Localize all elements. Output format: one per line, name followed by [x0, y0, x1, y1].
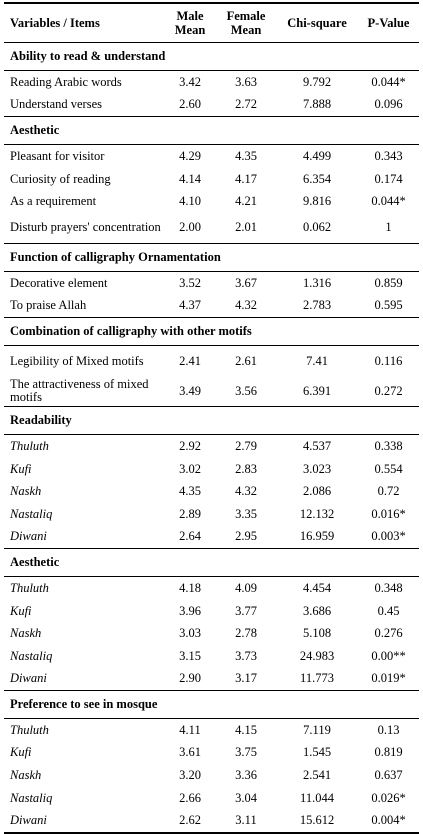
table-row — [4, 435, 419, 458]
item-label: Decorative element — [10, 275, 108, 290]
p-value-cell: 0.004* — [358, 809, 419, 833]
female-mean-cell: 4.09 — [235, 580, 257, 595]
male-mean-cell: 4.29 — [179, 148, 201, 163]
chi-square-cell: 9.816 — [302, 194, 332, 209]
section-row — [4, 117, 419, 145]
male-mean-cell: 2.60 — [179, 97, 201, 112]
header-female-mean: Female Mean — [216, 3, 276, 43]
male-mean-cell: 2.66 — [179, 790, 201, 805]
section-title: Readability — [4, 407, 419, 435]
item-label: The attractiveness of mixed motifs — [10, 377, 149, 405]
table-body — [4, 43, 419, 834]
male-mean-cell: 2.41 — [179, 353, 201, 368]
item-label: Diwani — [10, 671, 47, 686]
p-value-cell: 0.595 — [374, 298, 403, 313]
table-row — [4, 645, 419, 668]
section-row — [4, 407, 419, 435]
table-row — [4, 190, 419, 213]
p-value-cell: 0.096 — [374, 97, 403, 112]
table-row — [4, 600, 419, 623]
chi-square-cell: 4.537 — [302, 438, 332, 453]
table-row — [4, 376, 419, 407]
section-row — [4, 318, 419, 346]
female-mean-cell: 3.75 — [235, 745, 257, 760]
item-label: As a requirement — [10, 194, 97, 209]
chi-square-cell: 12.132 — [299, 506, 335, 521]
chi-square-cell: 1.545 — [302, 745, 332, 760]
male-mean-cell: 4.10 — [179, 194, 201, 209]
male-mean-cell: 4.14 — [179, 171, 201, 186]
section-title: Function of calligraphy Ornamentation — [4, 243, 419, 271]
male-mean-cell: 3.96 — [179, 603, 201, 618]
section-row — [4, 549, 419, 577]
header-row — [4, 3, 419, 43]
male-mean-cell: 2.92 — [179, 438, 201, 453]
p-value-cell: 0.819 — [374, 745, 403, 760]
table-row — [4, 719, 419, 742]
table-row — [4, 71, 419, 94]
chi-square-cell: 11.773 — [300, 671, 334, 686]
header-male-mean: Male Mean — [164, 3, 216, 43]
table-row — [4, 742, 419, 765]
chi-square-cell: 9.792 — [302, 74, 332, 89]
female-mean-cell: 2.61 — [235, 353, 257, 368]
chi-square-cell: 2.086 — [302, 484, 332, 499]
item-label: Legibility of Mixed motifs — [10, 353, 144, 368]
p-value-cell: 0.554 — [374, 461, 403, 476]
item-label: Naskh — [10, 484, 42, 499]
table-row — [4, 787, 419, 810]
female-mean-cell: 2.72 — [235, 97, 257, 112]
table-row — [4, 764, 419, 787]
female-mean-cell: 3.17 — [235, 671, 257, 686]
chi-square-cell: 5.108 — [302, 626, 332, 641]
chi-square-cell: 15.612 — [276, 809, 358, 833]
female-mean-cell: 3.11 — [216, 809, 276, 833]
female-mean-cell: 4.32 — [235, 484, 257, 499]
chi-square-cell: 6.391 — [302, 383, 332, 398]
table-row — [4, 145, 419, 168]
female-mean-cell: 3.77 — [235, 603, 257, 618]
female-mean-cell: 3.63 — [235, 74, 257, 89]
p-value-cell: 0.348 — [374, 580, 403, 595]
table-row — [4, 271, 419, 294]
header-p-value: P-Value — [358, 3, 419, 43]
table-row — [4, 346, 419, 377]
section-title: Aesthetic — [4, 117, 419, 145]
chi-square-cell: 16.959 — [299, 529, 335, 544]
table-row — [4, 622, 419, 645]
section-title: Combination of calligraphy with other motifs — [4, 318, 419, 346]
male-mean-cell: 4.18 — [179, 580, 201, 595]
female-mean-cell: 3.04 — [235, 790, 257, 805]
male-mean-cell: 3.49 — [179, 383, 201, 398]
female-mean-cell: 4.15 — [235, 722, 257, 737]
female-mean-cell: 2.83 — [235, 461, 257, 476]
p-value-cell: 0.116 — [374, 353, 403, 368]
item-label: Thuluth — [10, 438, 49, 453]
item-label: Thuluth — [10, 580, 49, 595]
chi-square-cell: 24.983 — [299, 648, 335, 663]
header-chi-square: Chi-square — [276, 3, 358, 43]
p-value-cell: 0.00** — [371, 648, 406, 663]
male-mean-cell: 2.62 — [164, 809, 216, 833]
chi-square-cell: 7.41 — [306, 353, 328, 368]
male-mean-cell: 3.15 — [179, 648, 201, 663]
p-value-cell: 0.859 — [374, 275, 403, 290]
section-title: Aesthetic — [4, 549, 419, 577]
chi-square-cell: 0.062 — [302, 220, 332, 235]
table-row — [4, 295, 419, 318]
female-mean-cell: 4.32 — [235, 298, 257, 313]
chi-square-cell: 4.454 — [302, 580, 332, 595]
p-value-cell: 0.174 — [374, 171, 403, 186]
chi-square-cell: 11.044 — [300, 790, 334, 805]
item-label: Kufi — [10, 461, 32, 476]
p-value-cell: 0.019* — [371, 671, 406, 686]
chi-square-cell: 2.541 — [302, 768, 332, 783]
chi-square-cell: 3.023 — [302, 461, 332, 476]
male-mean-cell: 4.11 — [179, 722, 201, 737]
male-mean-cell: 2.64 — [179, 529, 201, 544]
male-mean-cell: 2.89 — [179, 506, 201, 521]
table-row — [4, 503, 419, 526]
chi-square-cell: 6.354 — [302, 171, 332, 186]
p-value-cell: 0.272 — [374, 383, 403, 398]
male-mean-cell: 2.90 — [179, 671, 201, 686]
item-label: Understand verses — [10, 97, 102, 112]
p-value-cell: 0.044* — [371, 74, 406, 89]
p-value-cell: 1 — [385, 220, 392, 235]
table-row — [4, 94, 419, 117]
p-value-cell: 0.026* — [371, 790, 406, 805]
section-row — [4, 243, 419, 271]
female-mean-cell: 4.17 — [235, 171, 257, 186]
female-mean-cell: 4.21 — [235, 194, 257, 209]
table-row — [4, 577, 419, 600]
section-title: Preference to see in mosque — [4, 691, 419, 719]
table-row — [4, 809, 419, 833]
item-label: Nastaliq — [10, 506, 53, 521]
male-mean-cell: 3.42 — [179, 74, 201, 89]
female-mean-cell: 2.79 — [235, 438, 257, 453]
male-mean-cell: 3.20 — [179, 768, 201, 783]
p-value-cell: 0.45 — [377, 603, 400, 618]
male-mean-cell: 2.00 — [179, 220, 201, 235]
male-mean-cell: 3.03 — [179, 626, 201, 641]
p-value-cell: 0.003* — [371, 529, 406, 544]
male-mean-cell: 3.61 — [179, 745, 201, 760]
section-row — [4, 691, 419, 719]
table-row — [4, 458, 419, 481]
p-value-cell: 0.343 — [374, 148, 403, 163]
male-mean-cell: 4.37 — [179, 298, 201, 313]
p-value-cell: 0.276 — [374, 626, 403, 641]
chi-square-cell: 4.499 — [302, 148, 332, 163]
item-label: Pleasant for visitor — [10, 148, 105, 163]
female-mean-cell: 2.78 — [235, 626, 257, 641]
item-label: Disturb prayers' concentration — [10, 220, 161, 235]
item-label: Diwani — [4, 809, 164, 833]
table-row — [4, 668, 419, 691]
item-label: Reading Arabic words — [10, 74, 122, 89]
item-label: Diwani — [10, 529, 47, 544]
female-mean-cell: 3.67 — [235, 275, 257, 290]
male-mean-cell: 4.35 — [179, 484, 201, 499]
chi-square-cell: 3.686 — [302, 603, 332, 618]
female-mean-cell: 4.35 — [235, 148, 257, 163]
male-mean-cell: 3.52 — [179, 275, 201, 290]
table-row — [4, 213, 419, 244]
item-label: Nastaliq — [10, 648, 53, 663]
male-mean-cell: 3.02 — [179, 461, 201, 476]
item-label: Kufi — [10, 745, 32, 760]
item-label: To praise Allah — [10, 298, 87, 313]
header-items: Variables / Items — [4, 3, 164, 43]
chi-square-cell: 2.783 — [302, 298, 332, 313]
table-row — [4, 526, 419, 549]
item-label: Curiosity of reading — [10, 171, 111, 186]
item-label: Nastaliq — [10, 790, 53, 805]
item-label: Thuluth — [10, 722, 49, 737]
item-label: Kufi — [10, 603, 32, 618]
female-mean-cell: 2.01 — [235, 220, 257, 235]
section-row — [4, 43, 419, 71]
chi-square-cell: 1.316 — [302, 275, 332, 290]
female-mean-cell: 2.95 — [235, 529, 257, 544]
section-title: Ability to read & understand — [4, 43, 419, 71]
chi-square-cell: 7.888 — [302, 97, 332, 112]
item-label: Naskh — [10, 768, 42, 783]
p-value-cell: 0.13 — [377, 722, 400, 737]
table-row — [4, 480, 419, 503]
p-value-cell: 0.637 — [374, 768, 403, 783]
female-mean-cell: 3.56 — [235, 383, 257, 398]
chi-square-cell: 7.119 — [303, 722, 331, 737]
female-mean-cell: 3.35 — [235, 506, 257, 521]
p-value-cell: 0.338 — [374, 438, 403, 453]
female-mean-cell: 3.36 — [235, 768, 257, 783]
female-mean-cell: 3.73 — [235, 648, 257, 663]
results-table — [4, 2, 419, 834]
p-value-cell: 0.016* — [371, 506, 406, 521]
item-label: Naskh — [10, 626, 42, 641]
table-row — [4, 168, 419, 191]
p-value-cell: 0.72 — [377, 484, 400, 499]
p-value-cell: 0.044* — [371, 194, 406, 209]
